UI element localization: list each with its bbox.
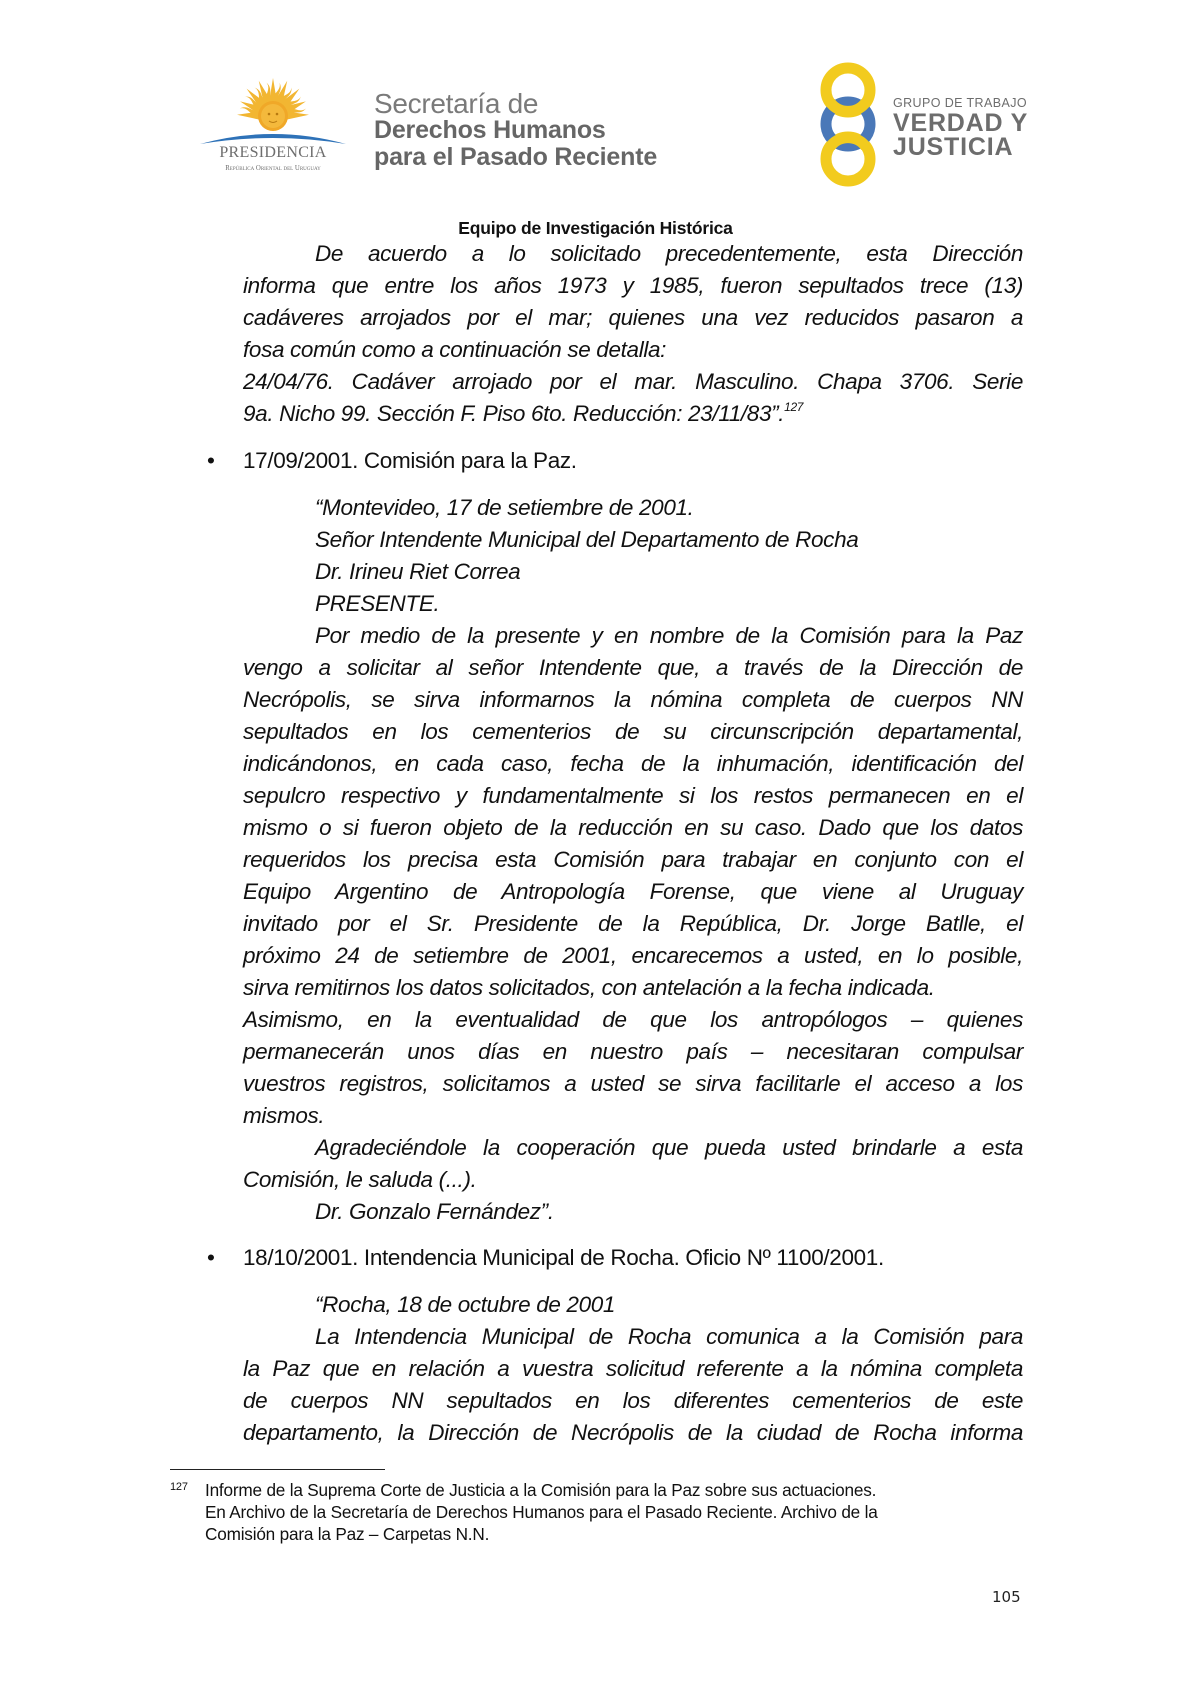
quote-line: informa que entre los años 1973 y 1985, fueron sepultados trece (13) [243,273,1023,298]
verdad-justicia-text [893,96,1028,159]
letter-body-line: La Intendencia Municipal de Rocha comunica a la Comisión para [315,1324,1023,1349]
quote-line: De acuerdo a lo solicitado precedentemente, esta Dirección [315,241,1023,266]
secretaria-line-2: Derechos Humanos [374,116,606,144]
letter-header-line: PRESENTE. [315,591,440,616]
quote-line: cadáveres arrojados por el mar; quienes una vez reducidos pasaron a [243,305,1023,330]
quote-line-last [243,398,1023,430]
presidencia-title: PRESIDENCIA [219,144,327,161]
letter-body-line: sirva remitirnos los datos solicitados, con antelación a la fecha indicada. [243,975,935,1000]
letter-closing-line: Comisión, le saluda (...). [243,1167,477,1192]
footnote-reference[interactable]: 127 [784,400,804,414]
letter-body-line: invitado por el Sr. Presidente de la República, Dr. Jorge Batlle, el [243,911,1023,936]
letter-body-line: sepultados en los cementerios de su circunscripción departamental, [243,719,1023,744]
letter-body-line: vuestros registros, solicitamos a usted se sirva facilitarle el acceso a los [243,1071,1023,1096]
letter-body-line: departamento, la Dirección de Necrópolis de la ciudad de Rocha informa [243,1420,1023,1445]
letter-body-line: mismo o si fueron objeto de la reducción en su caso. Dado que los datos [243,815,1023,840]
quote-line: fosa común como a continuación se detalla: [243,337,667,362]
letter-header-line: Dr. Irineu Riet Correa [315,559,521,584]
footnote-line: Informe de la Suprema Corte de Justicia a la Comisión para la Paz sobre sus actuaciones. [205,1480,877,1500]
letter-signature: Dr. Gonzalo Fernández”. [315,1199,554,1224]
secretaria-line-3: para el Pasado Reciente [374,143,658,171]
grupo-line-3: JUSTICIA [893,133,1014,161]
entry-heading-text: 18/10/2001. Intendencia Municipal de Rocha. Oficio Nº 1100/2001. [243,1245,884,1270]
quote-line: 24/04/76. Cadáver arrojado por el mar. Masculino. Chapa 3706. Serie [243,369,1023,394]
page-number: 105 [992,1588,1021,1606]
letter-closing-line: Agradeciéndole la cooperación que pueda usted brindarle a esta [315,1135,1023,1160]
quote-line-text: 9a. Nicho 99. Sección F. Piso 6to. Reducción: 23/11/83”. [243,401,785,426]
grupo-line-1: GRUPO DE TRABAJO [893,96,1027,110]
letter-header-line: Señor Intendente Municipal del Departamento de Rocha [315,527,859,552]
letter-body-line: Por medio de la presente y en nombre de la Comisión para la Paz [315,623,1023,648]
interlocking-rings-icon [808,62,888,187]
bullet-icon: • [207,448,215,473]
letter-body-line: la Paz que en relación a vuestra solicitud referente a la nómina completa [243,1356,1023,1381]
presidencia-logo [198,76,348,176]
footnote-separator [170,1469,385,1470]
verdad-justicia-logo [808,62,1038,187]
footnote-body [205,1479,1030,1545]
quote-continuation [243,238,1023,430]
letter-body-line: requeridos los precisa esta Comisión para trabajar en conjunto con el [243,847,1023,872]
team-heading: Equipo de Investigación Histórica [458,218,733,238]
grupo-line-2: VERDAD Y [893,109,1029,137]
footnote-line: Comisión para la Paz – Carpetas N.N. [205,1524,490,1544]
letter-header-line: “Montevideo, 17 de setiembre de 2001. [315,495,694,520]
entry-heading [207,448,577,474]
letter-intendencia-rocha [243,1289,1023,1449]
letter-body-line: indicándonos, en cada caso, fecha de la inhumación, identificación del [243,751,1023,776]
letter-body-line: permanecerán unos días en nuestro país – necesitaran compulsar [243,1039,1023,1064]
bullet-icon: • [207,1245,215,1270]
letter-body-line: sepulcro respectivo y fundamentalmente si los restos permanecen en el [243,783,1023,808]
sun-of-may-icon [198,76,348,146]
secretaria-line-1: Secretaría de [374,88,539,119]
secretaria-logo-text [374,90,657,171]
page-header [0,0,1191,238]
letter-body-line: Necrópolis, se sirva informarnos la nómina completa de cuerpos NN [243,687,1023,712]
letter-body-line: Asimismo, en la eventualidad de que los antropólogos – quienes [243,1007,1023,1032]
letter-body-line: vengo a solicitar al señor Intendente que, a través de la Dirección de [243,655,1023,680]
entry-heading-text: 17/09/2001. Comisión para la Paz. [243,448,577,473]
letter-body-line: próximo 24 de setiembre de 2001, encarecemos a usted, en lo posible, [243,943,1023,968]
footnote-127 [170,1479,1030,1545]
footnote-line: En Archivo de la Secretaría de Derechos Humanos para el Pasado Reciente. Archivo de la [205,1502,878,1522]
entry-heading [207,1245,884,1271]
letter-body-line: de cuerpos NN sepultados en los diferentes cementerios de este [243,1388,1023,1413]
letter-body-line: Equipo Argentino de Antropología Forense, que viene al Uruguay [243,879,1023,904]
presidencia-subtitle: República Oriental del Uruguay [225,165,321,172]
letter-body-line: mismos. [243,1103,325,1128]
letter-header-line: “Rocha, 18 de octubre de 2001 [315,1292,616,1317]
letter-comision-paz [243,492,1023,1228]
footnote-number: 127 [170,1481,188,1493]
